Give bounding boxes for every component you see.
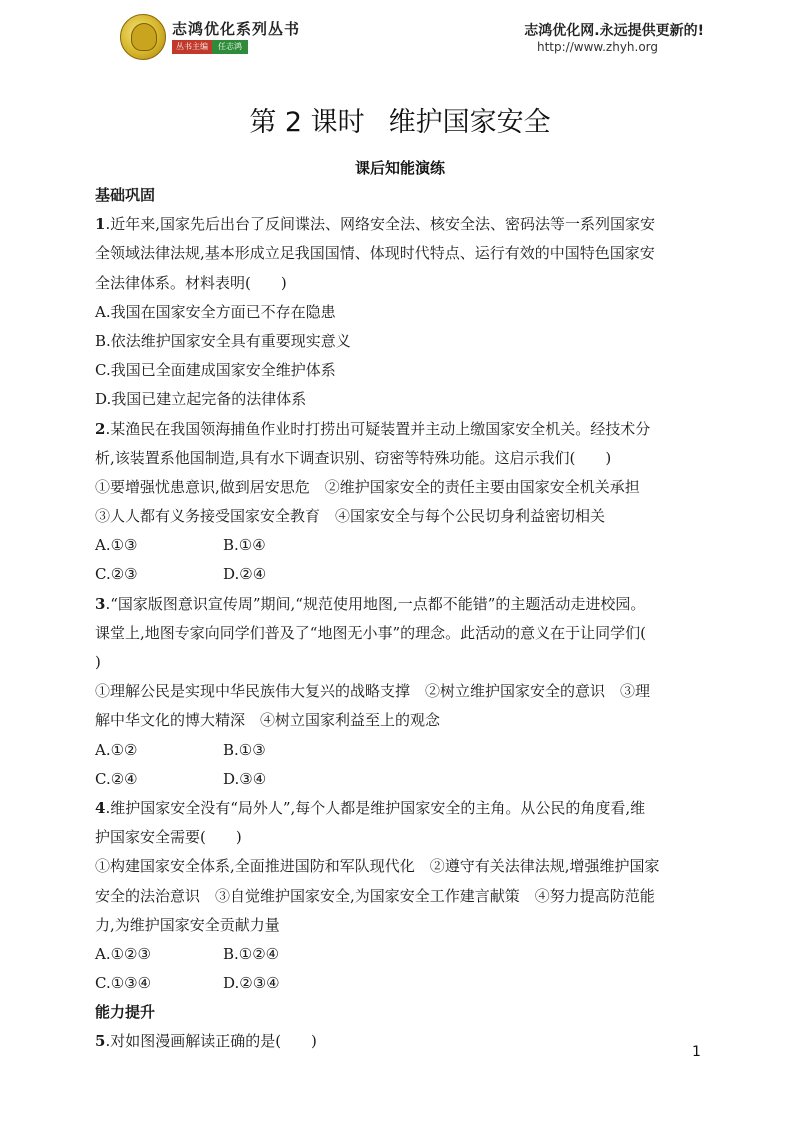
- section-heading-advanced: 能力提升: [95, 1003, 156, 1022]
- answer-option: C.②④: [95, 769, 138, 788]
- answer-option-row: [95, 531, 710, 560]
- lion-emblem-icon: [120, 14, 166, 60]
- question-text: .维护国家安全没有“局外人”,每个人都是维护国家安全的主角。从公民的角度看,维: [105, 798, 646, 817]
- question-line: 解中华文化的博大精深 ④树立国家利益至上的观念: [95, 711, 441, 730]
- question-text: .近年来,国家先后出台了反间谍法、网络安全法、核安全法、密码法等一系列国家安: [105, 215, 655, 234]
- question-line: ①构建国家安全体系,全面推进国防和军队现代化 ②遵守有关法律法规,增强维护国家: [95, 857, 660, 876]
- document-header: [0, 0, 800, 70]
- answer-option: D.②③④: [223, 974, 280, 993]
- editor-badge: [172, 40, 248, 54]
- answer-option: A.我国在国家安全方面已不存在隐患: [95, 302, 336, 321]
- answer-option: A.①②: [95, 740, 138, 759]
- answer-option-row: [95, 765, 710, 794]
- question-number: 1: [95, 215, 106, 234]
- answer-option: B.①③: [223, 740, 266, 759]
- question-line: [95, 415, 710, 444]
- question-line: ①要增强忧患意识,做到居安思危 ②维护国家安全的责任主要由国家安全机关承担: [95, 477, 640, 496]
- question-number: 4: [95, 798, 106, 817]
- question-line: 全领域法律法规,基本形成立足我国国情、体现时代特点、运行有效的中国特色国家安: [95, 244, 655, 263]
- question-text: .“国家版图意识宣传周”期间,“规范使用地图,一点都不能错”的主题活动走进校园。: [105, 594, 646, 613]
- question-4: [95, 794, 710, 998]
- series-logo: [120, 14, 301, 58]
- question-text: .对如图漫画解读正确的是( ): [105, 1032, 317, 1051]
- question-number: 3: [95, 594, 106, 613]
- header-url: http://www.zhyh.org: [537, 40, 659, 54]
- question-line: [95, 1027, 710, 1056]
- header-slogan: 志鸿优化网.永远提供更新的!: [524, 23, 704, 39]
- question-line: 全法律体系。材料表明( ): [95, 273, 287, 292]
- answer-option: A.①②③: [95, 944, 151, 963]
- editor-label: 丛书主编: [172, 40, 212, 54]
- question-number: 2: [95, 419, 106, 438]
- editor-name: 任志鸿: [212, 40, 248, 54]
- answer-option-row: [95, 969, 710, 998]
- question-1: [95, 210, 710, 414]
- answer-option: B.依法维护国家安全具有重要现实意义: [95, 331, 351, 350]
- question-line: 护国家安全需要( ): [95, 828, 242, 847]
- answer-option-row: [95, 940, 710, 969]
- exercise-content: [95, 181, 710, 1057]
- section-heading-basic: 基础巩固: [95, 186, 156, 204]
- lesson-number: 第 2 课时: [249, 107, 365, 138]
- answer-option: D.③④: [223, 769, 267, 788]
- answer-option: D.②④: [223, 565, 267, 584]
- page-title: [0, 100, 800, 139]
- question-number: 5: [95, 1032, 106, 1051]
- question-5: [95, 1027, 710, 1056]
- page-subtitle: 课后知能演练: [354, 159, 445, 177]
- question-line: ①理解公民是实现中华民族伟大复兴的战略支撑 ②树立维护国家安全的意识 ③理: [95, 682, 651, 701]
- series-title: 志鸿优化系列丛书: [172, 20, 301, 38]
- answer-option-row: [95, 560, 710, 589]
- answer-option: B.①②④: [223, 944, 280, 963]
- question-line: 安全的法治意识 ③自觉维护国家安全,为国家安全工作建言献策 ④努力提高防范能: [95, 886, 655, 905]
- answer-option: C.我国已全面建成国家安全维护体系: [95, 361, 336, 380]
- question-2: [95, 415, 710, 590]
- question-line: ③人人都有义务接受国家安全教育 ④国家安全与每个公民切身利益密切相关: [95, 507, 606, 526]
- answer-option: C.①③④: [95, 974, 152, 993]
- answer-option: A.①③: [95, 536, 138, 555]
- page-number: 1: [692, 1044, 701, 1060]
- question-line: [95, 210, 710, 239]
- lesson-topic: 维护国家安全: [388, 107, 551, 138]
- answer-option-row: [95, 736, 710, 765]
- question-line: [95, 794, 710, 823]
- question-line: 析,该装置系他国制造,具有水下调查识别、窃密等特殊功能。这启示我们( ): [95, 448, 612, 467]
- answer-option: C.②③: [95, 565, 138, 584]
- question-3: [95, 590, 710, 794]
- question-text: .某渔民在我国领海捕鱼作业时打捞出可疑装置并主动上缴国家安全机关。经技术分: [105, 419, 651, 438]
- question-line: 力,为维护国家安全贡献力量: [95, 915, 280, 934]
- answer-option: D.我国已建立起完备的法律体系: [95, 390, 307, 409]
- question-line: 课堂上,地图专家向同学们普及了“地图无小事”的理念。此活动的意义在于让同学们(: [95, 623, 646, 642]
- question-line: [95, 590, 710, 619]
- question-line: ): [95, 653, 101, 671]
- answer-option: B.①④: [223, 536, 266, 555]
